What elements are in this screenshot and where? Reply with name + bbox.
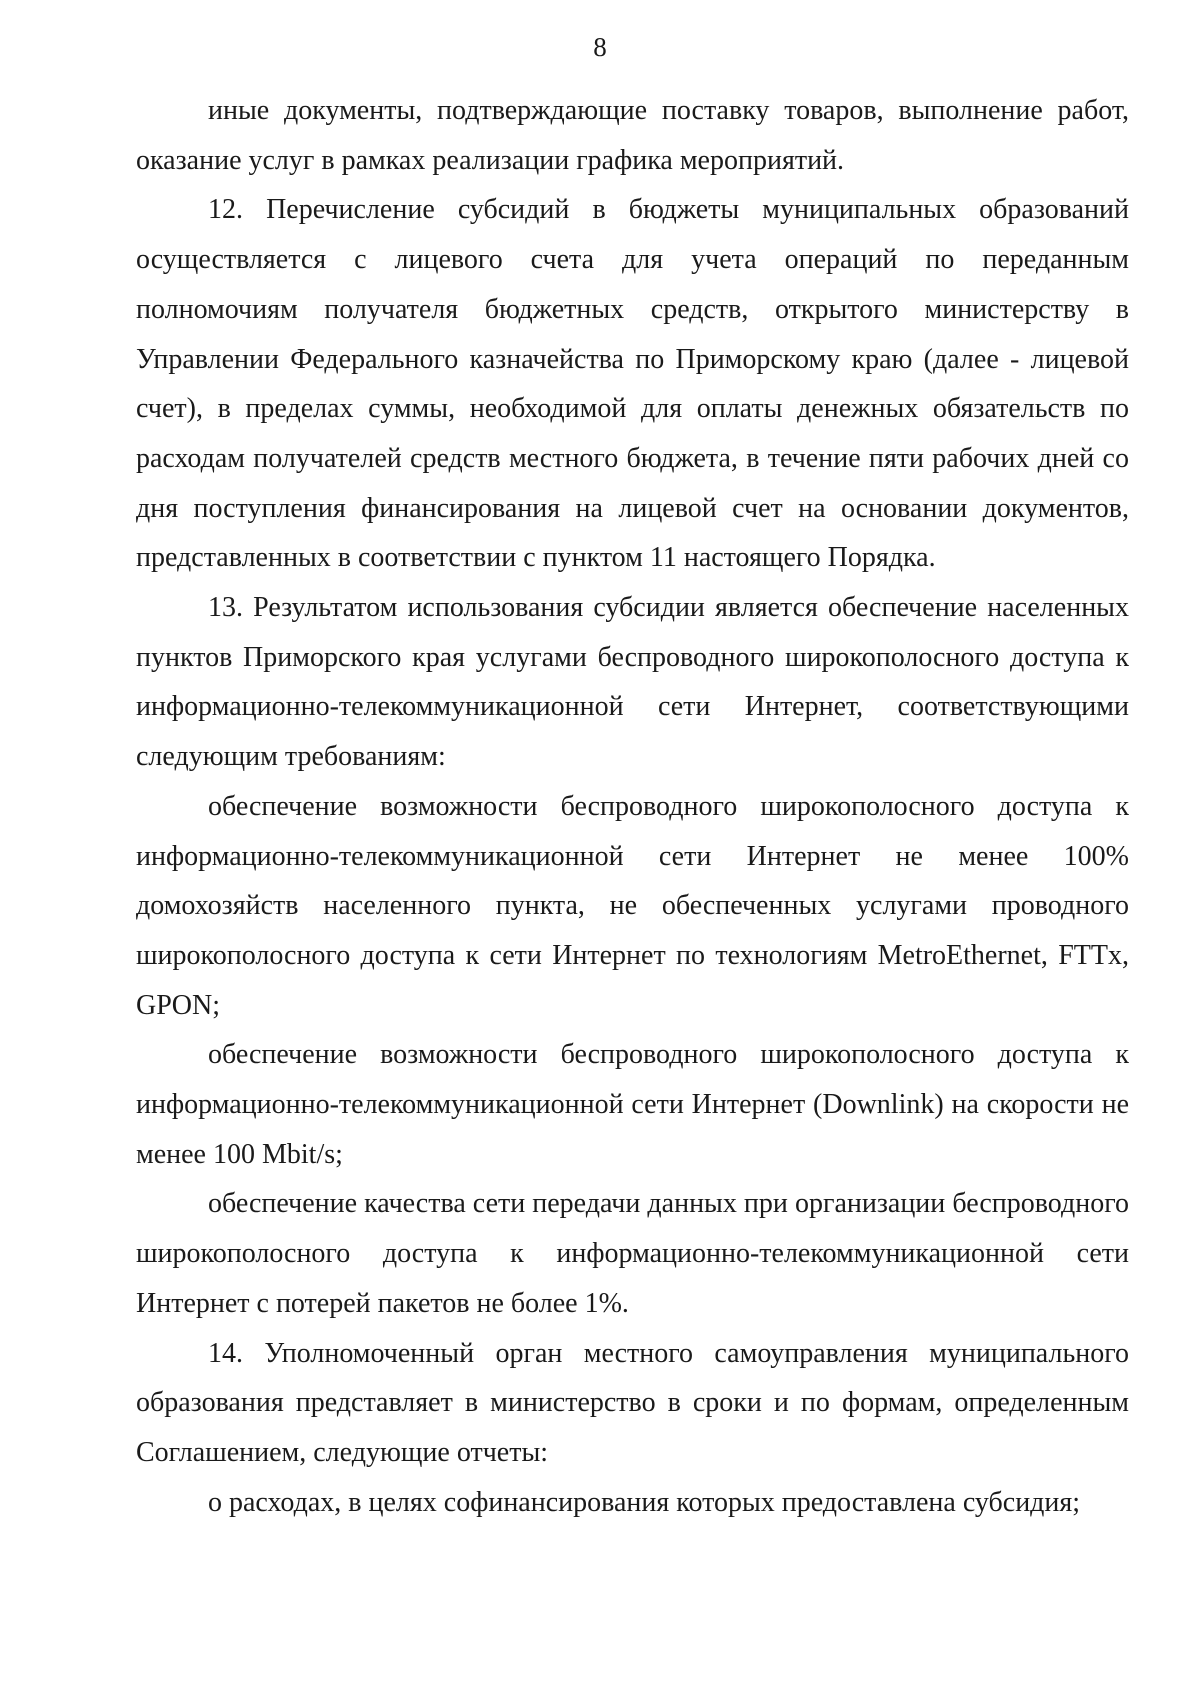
paragraph-clause-12: 12. Перечисление субсидий в бюджеты муниципальных образований осуществляется с лицевого счета для учета операций по переданным полномочиям получателя бюджетных средств, открытого министерству в Управлении Федерального казначейства по Приморскому краю (далее - лицевой счет), в пределах суммы, необходимой для оплаты денежных обязательств по расходам получателей средств местного бюджета, в течение пяти рабочих дней со дня поступления финансирования на лицевой счет на основании документов, представленных в соответствии с пунктом 11 настоящего Порядка. [136,194,1129,574]
paragraph-continuation-documents: иные документы, подтверждающие поставку товаров, выполнение работ, оказание услуг в рамках реализации графика мероприятий. [136,95,1129,176]
paragraph-clause-14: 14. Уполномоченный орган местного самоуправления муниципального образования представляет в министерство в сроки и по формам, определенным Соглашением, следующие отчеты: [136,1337,1129,1468]
page-number: 8 [593,32,607,62]
paragraph-requirement-quality: обеспечение качества сети передачи данных при организации беспроводного широкополосного доступа к информационно-телекоммуникационной сети Интернет с потерей пакетов не более 1%. [136,1188,1129,1319]
paragraph-requirement-speed: обеспечение возможности беспроводного широкополосного доступа к информационно-телекоммуникационной сети Интернет (Downlink) на скорости не менее 100 Mbit/s; [136,1039,1129,1170]
paragraph-requirement-coverage: обеспечение возможности беспроводного широкополосного доступа к информационно-телекоммуникационной сети Интернет не менее 100% домохозяйств населенного пункта, не обеспеченных услугами проводного широкополосного доступа к сети Интернет по технологиям MetroEthernet, FTTx, GPON; [136,790,1129,1021]
document-body [136,86,1129,1527]
paragraph-clause-13: 13. Результатом использования субсидии является обеспечение населенных пунктов Приморского края услугами беспроводного широкополосного доступа к информационно-телекоммуникационной сети Интернет, соответствующими следующим требованиям: [136,592,1129,773]
paragraph-report-expenses: о расходах, в целях софинансирования которых предоставлена субсидия; [208,1486,1081,1518]
